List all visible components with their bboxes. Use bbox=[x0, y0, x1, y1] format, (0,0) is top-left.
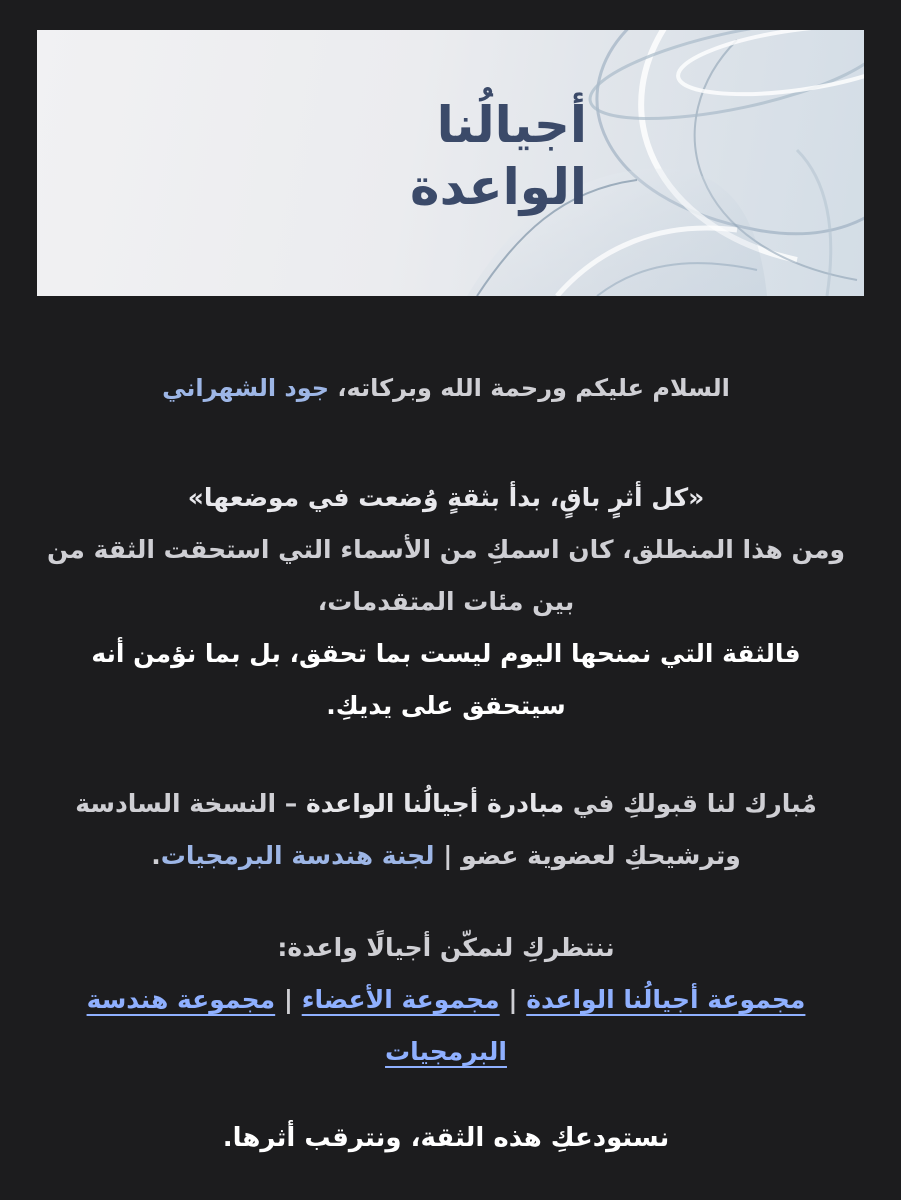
header-banner bbox=[37, 30, 864, 296]
greeting-line bbox=[40, 370, 852, 406]
link-separator: | bbox=[499, 985, 527, 1014]
groups-links bbox=[40, 974, 852, 1078]
acceptance-text-end: . bbox=[151, 841, 161, 870]
recipient-name: جود الشهراني bbox=[162, 374, 330, 402]
closing-line: نستودعكِ هذه الثقة، ونترقب أثرها. bbox=[222, 1123, 670, 1153]
acceptance-paragraph bbox=[40, 778, 852, 882]
committee-name: لجنة هندسة البرمجيات bbox=[160, 841, 435, 870]
banner-title-line1: أجيالُنا bbox=[436, 96, 587, 154]
link-generations-group[interactable]: مجموعة أجيالُنا الواعدة bbox=[526, 985, 806, 1014]
groups-intro: ننتظركِ لنمكّن أجيالًا واعدة: bbox=[277, 933, 615, 962]
acceptance-text-middle: – النسخة السادسة وترشيحكِ لعضوية عضو | bbox=[75, 789, 741, 870]
link-separator: | bbox=[275, 985, 302, 1014]
trust-line: ومن هذا المنطلق، كان اسمكِ من الأسماء التي استحقت الثقة من بين مئات المتقدمات، bbox=[46, 535, 846, 616]
acceptance-text-start: مُبارك لنا قبولكِ في bbox=[564, 789, 817, 818]
link-software-engineering-group[interactable]: مجموعة هندسة البرمجيات bbox=[86, 985, 507, 1066]
greeting-text: السلام عليكم ورحمة الله وبركاته، bbox=[329, 374, 730, 402]
banner-logo-title bbox=[287, 94, 587, 218]
belief-line: فالثقة التي نمنحها اليوم ليست بما تحقق، بل بما نؤمن أنه سيتحقق على يديكِ. bbox=[91, 639, 801, 720]
trust-paragraph bbox=[40, 472, 852, 732]
initiative-name: مبادرة أجيالُنا الواعدة bbox=[305, 789, 565, 818]
groups-paragraph bbox=[40, 922, 852, 1078]
link-members-group[interactable]: مجموعة الأعضاء bbox=[301, 985, 500, 1014]
banner-title-line2: الواعدة bbox=[410, 158, 587, 216]
quote-line: «كل أثرٍ باقٍ، بدأ بثقةٍ وُضعت في موضعها» bbox=[187, 483, 705, 512]
